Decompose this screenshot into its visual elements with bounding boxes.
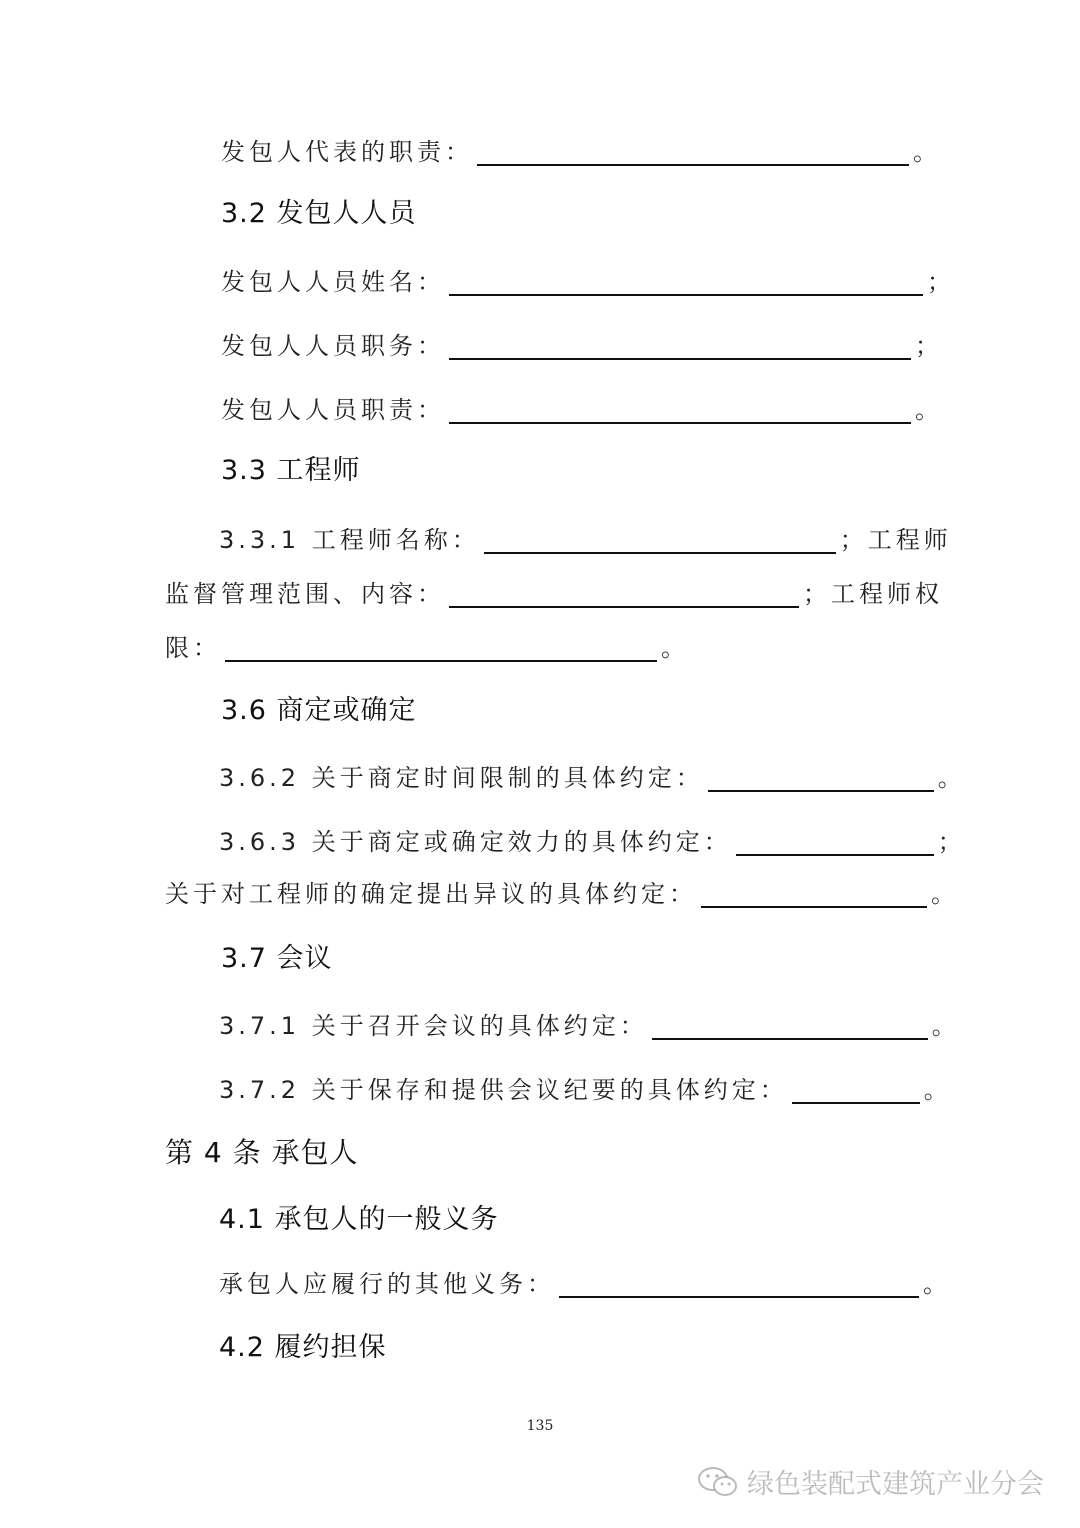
watermark-text: 绿色装配式建筑产业分会 [747, 1469, 1044, 1500]
engineer-authority-line: 限： 。 [165, 634, 689, 662]
agreement-time-limit-line: 3.6.2 关于商定时间限制的具体约定： 。 [219, 764, 966, 792]
agreement-effect-line: 3.6.3 关于商定或确定效力的具体约定： ； [219, 828, 966, 856]
employer-rep-duties-line: 发包人代表的职责： 。 [221, 138, 941, 166]
employer-staff-position-line: 发包人人员职务： ； [221, 332, 943, 360]
engineer-scope-line: 监督管理范围、内容： ；工程师权 [165, 580, 943, 608]
engineer-objection-blank[interactable] [701, 880, 927, 908]
section-3-3-heading: 3.3 工程师 [221, 455, 361, 486]
engineer-name-blank[interactable] [484, 526, 836, 554]
section-4-2-heading: 4.2 履约担保 [219, 1332, 387, 1363]
agreement-effect-blank[interactable] [736, 828, 934, 856]
contractor-other-obligations-blank[interactable] [559, 1270, 919, 1298]
employer-staff-name-line: 发包人人员姓名： ； [221, 268, 955, 296]
employer-staff-duties-line: 发包人人员职责： 。 [221, 396, 943, 424]
contractor-other-obligations-line: 承包人应履行的其他义务： 。 [219, 1270, 951, 1298]
engineer-scope-blank[interactable] [449, 580, 799, 608]
engineer-objection-line: 关于对工程师的确定提出异议的具体约定： 。 [165, 880, 959, 908]
meeting-convene-line: 3.7.1 关于召开会议的具体约定： 。 [219, 1012, 960, 1040]
section-3-2-heading: 3.2 发包人人员 [221, 198, 417, 229]
section-3-6-heading: 3.6 商定或确定 [221, 695, 417, 726]
employer-staff-duties-blank[interactable] [449, 396, 911, 424]
section-4-1-heading: 4.1 承包人的一般义务 [219, 1204, 499, 1235]
meeting-convene-blank[interactable] [652, 1012, 928, 1040]
meeting-minutes-line: 3.7.2 关于保存和提供会议纪要的具体约定： 。 [219, 1076, 952, 1104]
watermark [697, 1462, 1044, 1501]
article-4-heading: 第 4 条 承包人 [165, 1136, 359, 1169]
employer-rep-duties-blank[interactable] [477, 138, 909, 166]
section-3-7-heading: 3.7 会议 [221, 943, 333, 974]
wechat-icon [697, 1465, 739, 1499]
agreement-time-limit-blank[interactable] [708, 764, 934, 792]
page-number: 135 [526, 1418, 554, 1434]
employer-staff-name-blank[interactable] [449, 268, 923, 296]
engineer-authority-blank[interactable] [225, 634, 657, 662]
engineer-name-line: 3.3.1 工程师名称： ；工程师 [219, 526, 952, 554]
employer-staff-position-blank[interactable] [449, 332, 911, 360]
meeting-minutes-blank[interactable] [792, 1076, 920, 1104]
